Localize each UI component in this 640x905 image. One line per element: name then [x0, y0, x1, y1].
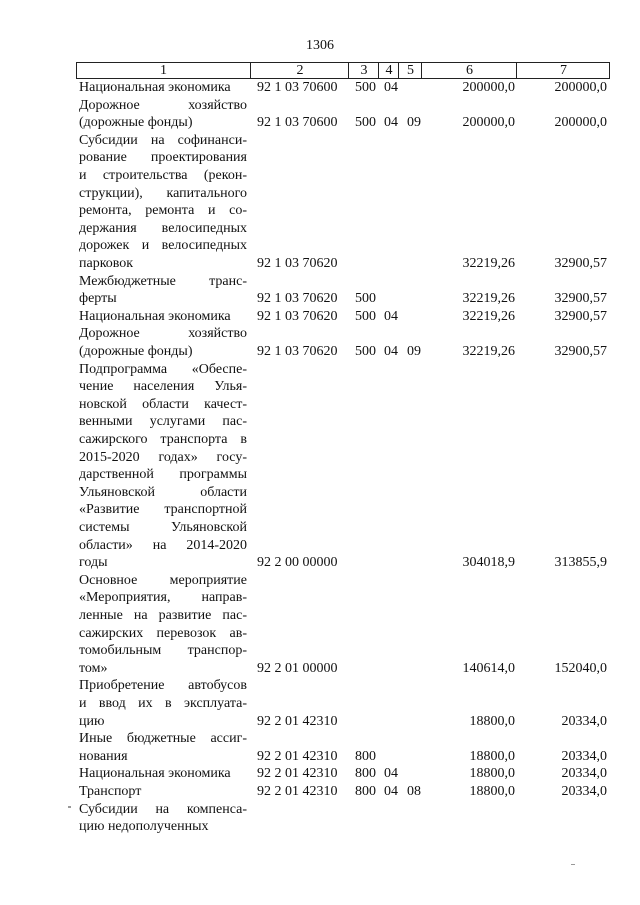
row-value-col7: 200000,0	[554, 115, 607, 131]
header-col-2: 2	[250, 63, 349, 78]
row-code: 92 2 01 42310	[257, 748, 338, 764]
row-name	[79, 677, 247, 730]
row-name-line: сажирского транспорта в	[79, 431, 247, 447]
row-value-col6: 32219,26	[462, 343, 515, 359]
row-name	[79, 783, 247, 801]
row-name	[79, 132, 247, 273]
row-value-col7: 152040,0	[554, 660, 607, 676]
row-name-line: и строительства (рекон-	[79, 167, 247, 183]
row-name	[79, 325, 247, 360]
row-value-col7: 313855,9	[554, 555, 607, 571]
table-row	[0, 273, 640, 308]
row-value-col7: 32900,57	[554, 343, 607, 359]
row-name	[79, 97, 247, 132]
row-expense-type: 500	[355, 115, 376, 131]
table-row	[0, 97, 640, 132]
row-section: 04	[384, 784, 398, 799]
row-section: 04	[384, 343, 398, 359]
row-code: 92 2 01 00000	[257, 660, 338, 676]
table-row	[0, 677, 640, 730]
row-name-line: томобильным транспор-	[79, 643, 247, 659]
row-name-line: системы Ульяновской	[79, 519, 247, 535]
row-name-line: рование проектирования	[79, 150, 247, 166]
table-row	[0, 79, 640, 97]
row-subsection: 08	[407, 784, 421, 799]
row-value-col7: 32900,57	[554, 255, 607, 271]
row-name	[79, 308, 247, 326]
row-value-col6: 32219,26	[462, 308, 515, 324]
row-expense-type: 500	[355, 308, 376, 324]
row-name-line: Дорожное хозяйство	[79, 326, 247, 342]
row-name-line: Субсидии на софинанси-	[79, 132, 247, 148]
scan-speck	[68, 806, 71, 808]
row-name-line: венными услугами пас-	[79, 414, 247, 430]
row-value-col6: 200000,0	[462, 80, 515, 95]
row-code: 92 2 01 42310	[257, 766, 338, 782]
row-code: 92 1 03 70620	[257, 343, 338, 359]
row-value-col6: 32219,26	[462, 255, 515, 271]
table-row	[0, 361, 640, 572]
row-value-col7: 32900,57	[554, 291, 607, 307]
row-name	[79, 765, 247, 783]
row-value-col7: 20334,0	[561, 748, 607, 764]
row-value-col6: 304018,9	[462, 555, 515, 571]
table-row	[0, 308, 640, 326]
row-name-line: чение населения Улья-	[79, 379, 247, 395]
row-expense-type: 500	[355, 291, 376, 307]
row-code: 92 1 03 70620	[257, 291, 338, 307]
row-expense-type: 800	[355, 784, 376, 799]
row-code: 92 1 03 70600	[257, 115, 338, 131]
table-row	[0, 325, 640, 360]
table-row	[0, 783, 640, 801]
row-name-line: ленные на развитие пас-	[79, 607, 247, 623]
table-header	[76, 62, 610, 79]
row-code: 92 1 03 70620	[257, 308, 338, 324]
row-value-col6: 18800,0	[469, 748, 515, 764]
row-code: 92 1 03 70620	[257, 255, 338, 271]
row-name-line: Иные бюджетные ассиг-	[79, 731, 247, 747]
row-name-line: нования	[79, 748, 128, 764]
row-name-line: Подпрограмма «Обеспе-	[79, 361, 247, 377]
header-col-6: 6	[421, 63, 517, 78]
row-section: 04	[384, 80, 398, 95]
header-col-1: 1	[160, 63, 167, 78]
row-subsection: 09	[407, 343, 421, 359]
row-name-line: (дорожные фонды)	[79, 115, 193, 131]
header-col-5: 5	[398, 63, 422, 78]
row-name-line: Транспорт	[79, 784, 142, 799]
row-name-line: годы	[79, 555, 108, 571]
row-name-line: «Мероприятия, направ-	[79, 590, 247, 606]
row-expense-type: 800	[355, 766, 376, 782]
row-code: 92 1 03 70600	[257, 80, 338, 95]
page-number: 1306	[306, 38, 334, 53]
row-name-line: Национальная экономика	[79, 766, 231, 782]
row-code: 92 2 01 42310	[257, 713, 338, 729]
row-name	[79, 801, 247, 836]
row-value-col6: 32219,26	[462, 291, 515, 307]
table-row	[0, 132, 640, 273]
row-code: 92 2 01 42310	[257, 784, 338, 799]
row-name-line: Национальная экономика	[79, 308, 231, 324]
row-expense-type: 500	[355, 80, 376, 95]
row-name	[79, 361, 247, 572]
row-name-line: Субсидии на компенса-	[79, 801, 247, 817]
row-name-line: области» на 2014-2020	[79, 537, 247, 553]
row-expense-type: 800	[355, 748, 376, 764]
row-name-line: том»	[79, 660, 108, 676]
row-name	[79, 572, 247, 678]
row-name	[79, 730, 247, 765]
table-row	[0, 765, 640, 783]
row-name-line: Ульяновской области	[79, 484, 247, 500]
table-row	[0, 572, 640, 678]
row-name	[79, 79, 247, 97]
table-row	[0, 730, 640, 765]
row-subsection: 09	[407, 115, 421, 131]
row-name-line: Национальная экономика	[79, 80, 231, 95]
row-name-line: новской области качест-	[79, 396, 247, 412]
row-value-col7: 200000,0	[554, 80, 607, 95]
table-row	[0, 801, 640, 836]
row-value-col7: 20334,0	[561, 766, 607, 782]
row-name-line: ферты	[79, 291, 117, 307]
row-name-line: Дорожное хозяйство	[79, 97, 247, 113]
row-value-col6: 18800,0	[469, 784, 515, 799]
row-name-line: и ввод их в эксплуата-	[79, 695, 247, 711]
row-name-line: Приобретение автобусов	[79, 678, 247, 694]
row-name-line: Основное мероприятие	[79, 572, 247, 588]
row-value-col6: 18800,0	[469, 713, 515, 729]
row-section: 04	[384, 308, 398, 324]
row-value-col6: 200000,0	[462, 115, 515, 131]
row-section: 04	[384, 766, 398, 782]
row-name-line: Межбюджетные транс-	[79, 273, 247, 289]
scan-speck	[571, 864, 575, 865]
row-name-line: (дорожные фонды)	[79, 343, 193, 359]
row-name-line: 2015-2020 годах» госу-	[79, 449, 247, 465]
row-value-col7: 20334,0	[561, 713, 607, 729]
row-name-line: сажирских перевозок ав-	[79, 625, 247, 641]
row-name-line: дарственной программы	[79, 467, 247, 483]
row-name-line: дорожек и велосипедных	[79, 238, 247, 254]
row-name-line: цию	[79, 713, 105, 729]
row-section: 04	[384, 115, 398, 131]
row-name-line: ремонта, ремонта и со-	[79, 203, 247, 219]
row-name-line: струкции), капитального	[79, 185, 247, 201]
header-col-3: 3	[348, 63, 379, 78]
row-code: 92 2 00 00000	[257, 555, 338, 571]
row-value-col7: 20334,0	[561, 784, 607, 799]
row-name-line: «Развитие транспортной	[79, 502, 247, 518]
row-value-col6: 18800,0	[469, 766, 515, 782]
row-value-col7: 32900,57	[554, 308, 607, 324]
row-expense-type: 500	[355, 343, 376, 359]
row-name-line: парковок	[79, 255, 134, 271]
header-col-7: 7	[516, 63, 610, 78]
row-value-col6: 140614,0	[462, 660, 515, 676]
row-name-line: цию недополученных	[79, 819, 209, 835]
header-col-4: 4	[378, 63, 399, 78]
row-name	[79, 273, 247, 308]
row-name-line: держания велосипедных	[79, 220, 247, 236]
